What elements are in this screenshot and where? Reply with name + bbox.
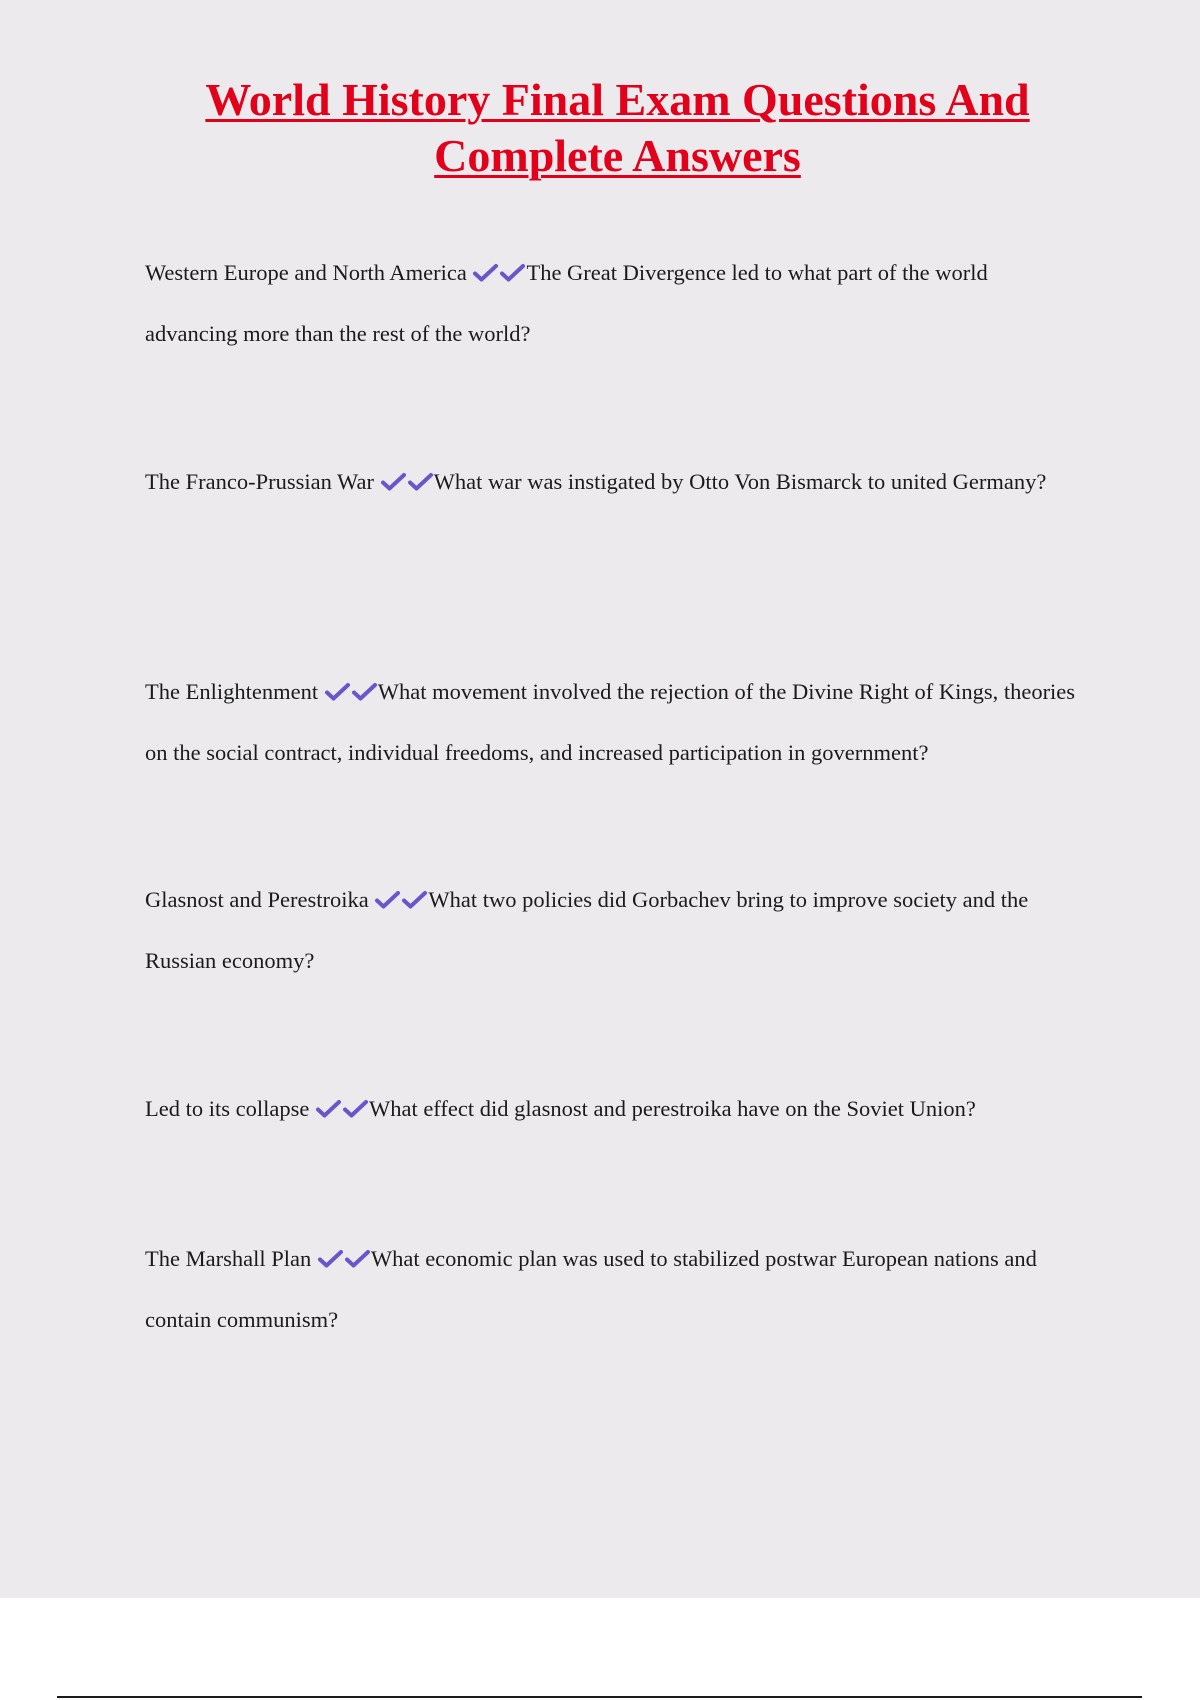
checkmark-icon [351, 682, 378, 702]
document-title: World History Final Exam Questions And Complete Answers [205, 74, 1030, 181]
checkmark-icon [315, 1099, 342, 1119]
question-text: What movement involved the rejection of the Divine Right of Kings, theories on the social contract, individual freedoms, and increased participation in government? [145, 679, 1076, 765]
checkmark-icon [317, 1249, 344, 1269]
question-text: What effect did glasnost and perestroika have on the Soviet Union? [368, 1096, 976, 1121]
checkmark-icon [344, 1249, 371, 1269]
checkmark-icon [342, 1099, 369, 1119]
checkmark-icon [324, 682, 351, 702]
qa-item [145, 1078, 1080, 1139]
answer-text: The Enlightenment [145, 679, 319, 704]
checkmark-icon [407, 472, 434, 492]
answer-text: The Marshall Plan [145, 1246, 312, 1271]
question-text: What war was instigated by Otto Von Bismarck to united Germany? [433, 469, 1047, 494]
checkmark-icon [374, 890, 401, 910]
qa-item [145, 451, 1080, 512]
checkmark-icon [472, 263, 499, 283]
answer-text: Led to its collapse [145, 1096, 310, 1121]
checkmark-icon [380, 472, 407, 492]
qa-item [145, 869, 1080, 991]
checkmark-icon [499, 263, 526, 283]
checkmark-icon [401, 890, 428, 910]
qa-item [145, 1228, 1080, 1350]
answer-text: Glasnost and Perestroika [145, 887, 369, 912]
question-text: What economic plan was used to stabilized postwar European nations and contain communism? [145, 1246, 1037, 1332]
qa-item [145, 661, 1080, 783]
question-text: The Great Divergence led to what part of the world advancing more than the rest of the world? [145, 260, 988, 346]
question-text: What two policies did Gorbachev bring to improve society and the Russian economy? [145, 887, 1029, 973]
qa-item [145, 242, 1080, 364]
answer-text: Western Europe and North America [145, 260, 467, 285]
answer-text: The Franco-Prussian War [145, 469, 374, 494]
footer-divider [57, 1696, 1142, 1698]
